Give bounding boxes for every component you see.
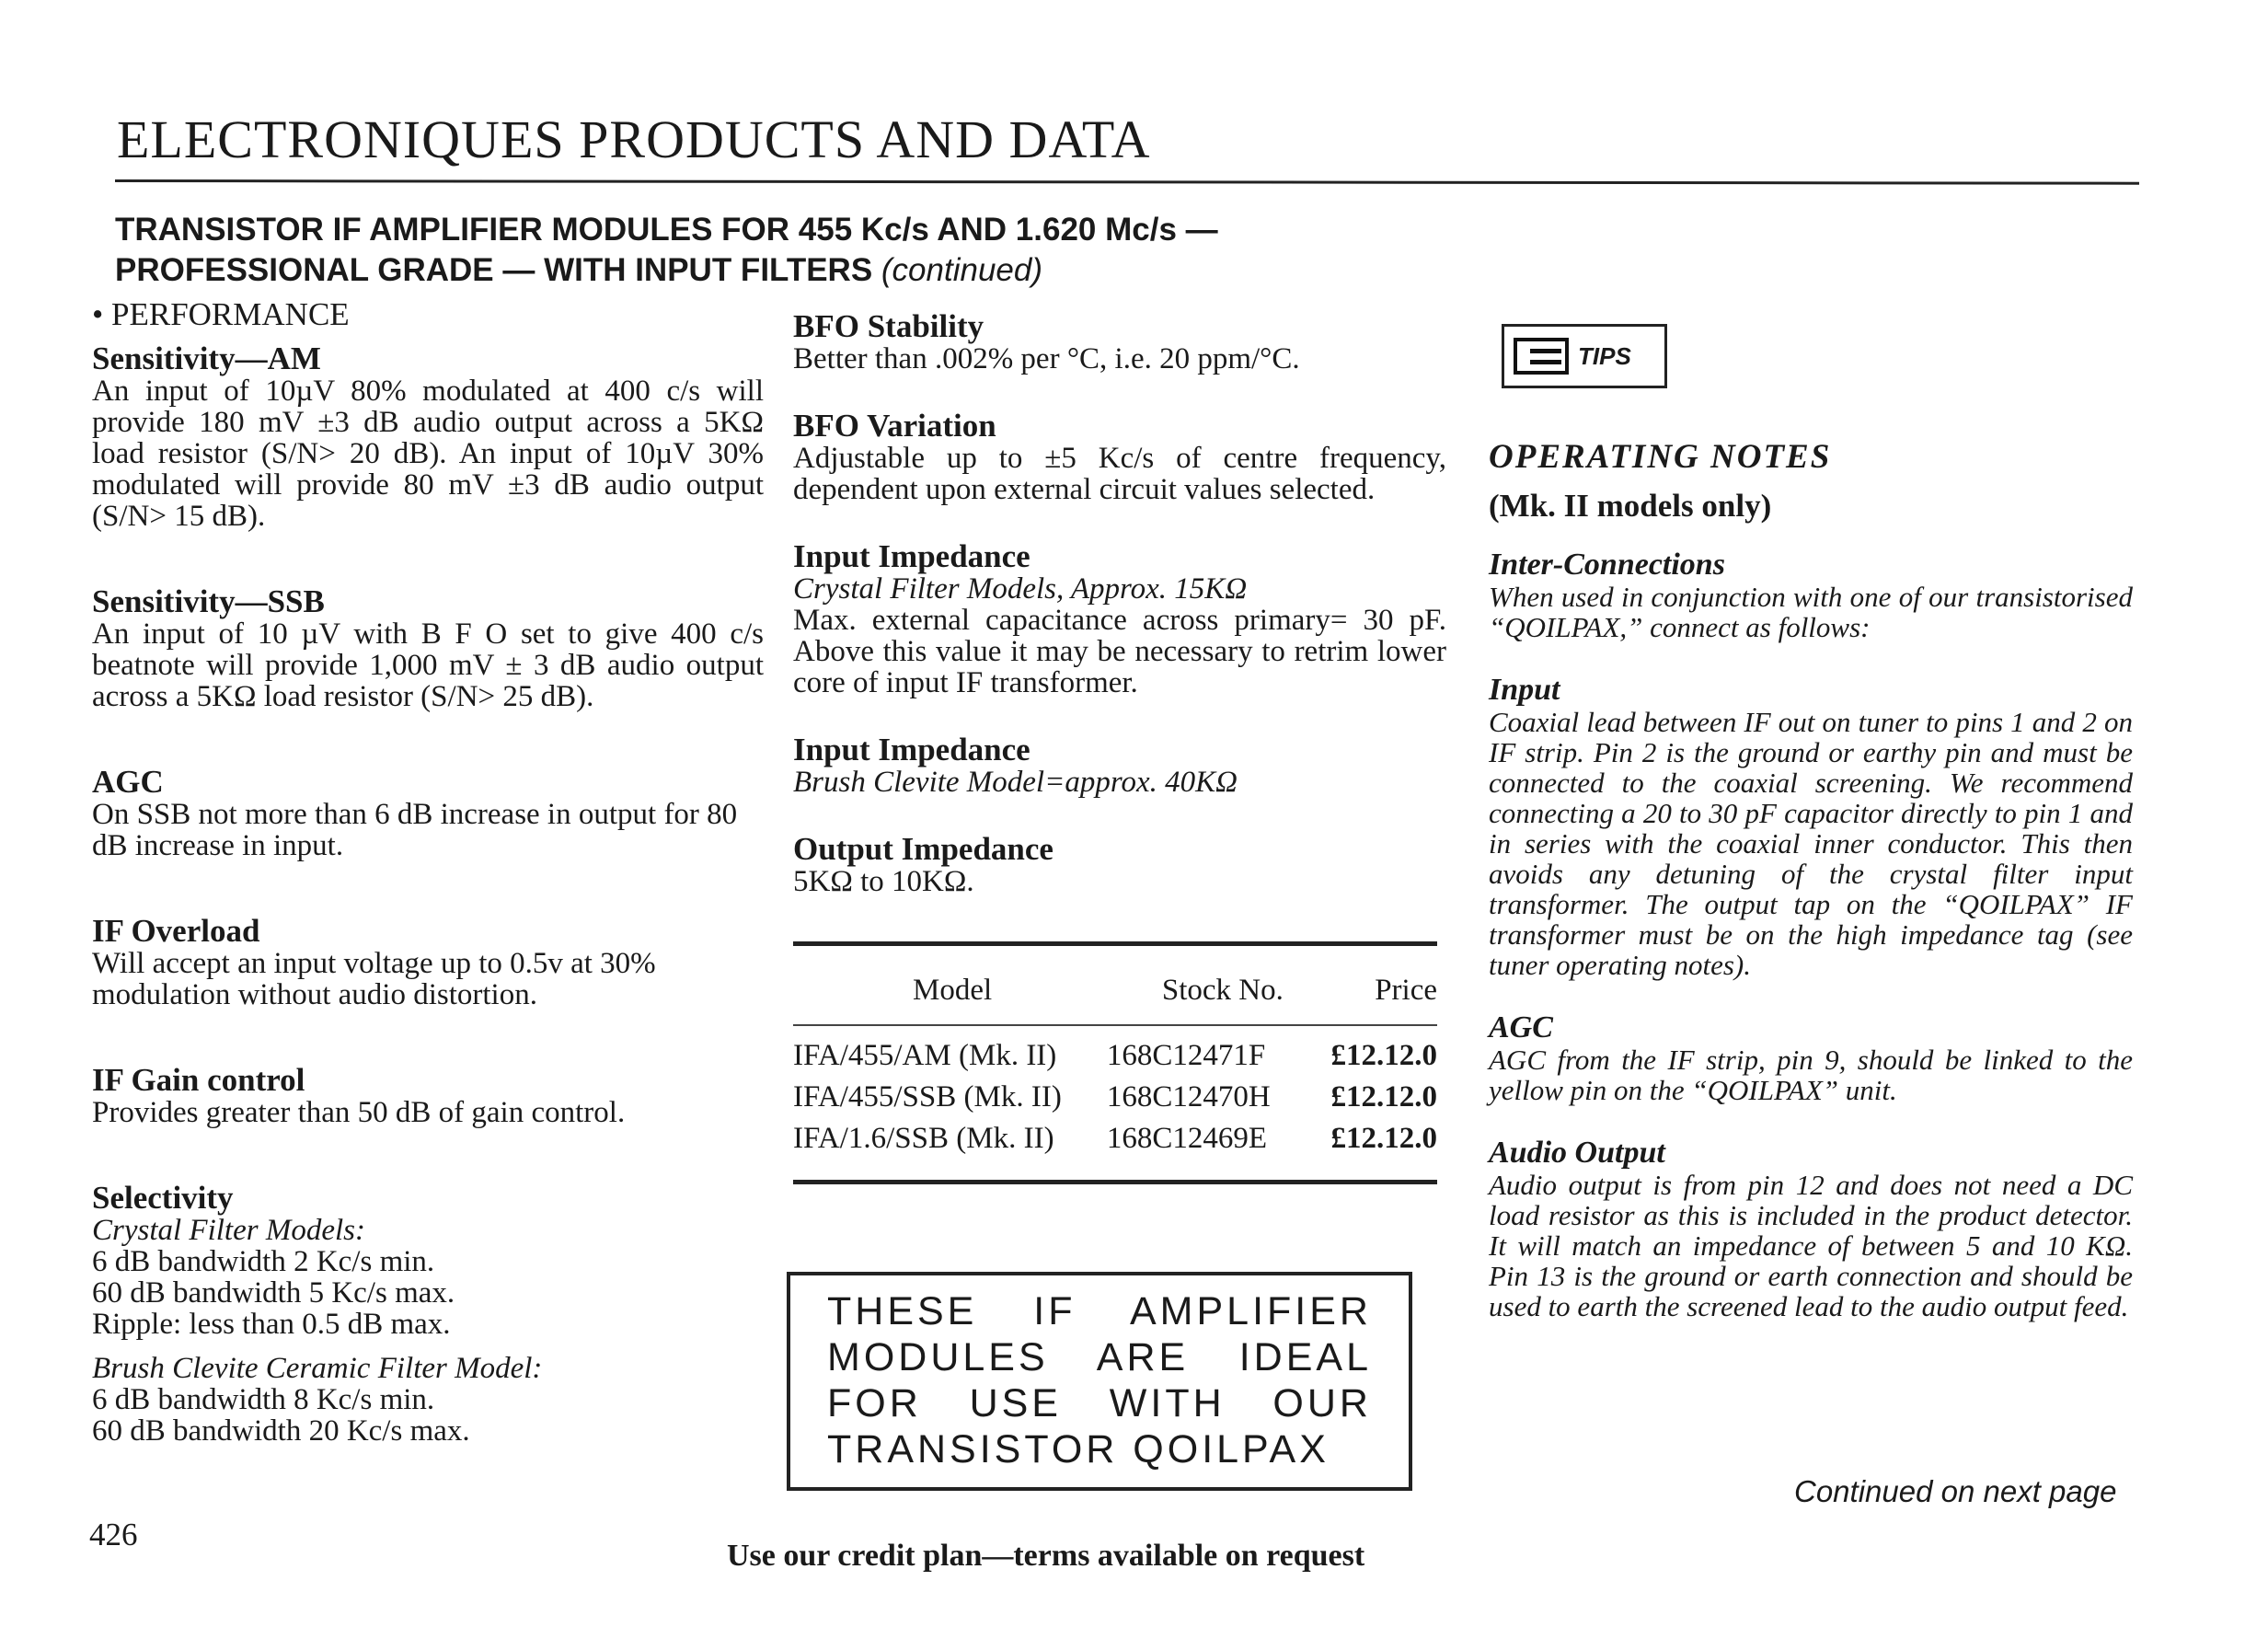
product-headline [115, 210, 1403, 291]
table-row [793, 1026, 1437, 1077]
if-overload-section [92, 915, 764, 1010]
if-overload-title: IF Overload [92, 913, 260, 949]
agc-section [92, 766, 764, 861]
credit-plan-footer: Use our credit plan—terms available on request [727, 1539, 1365, 1573]
crystal-filter-label: Crystal Filter Models: [92, 1214, 365, 1247]
headline-continued: (continued) [881, 252, 1043, 288]
sensitivity-ssb-title: Sensitivity—SSB [92, 583, 325, 619]
selectivity-section [92, 1182, 764, 1447]
audio-output-title: Audio Output [1489, 1136, 1665, 1170]
headline-line-1: TRANSISTOR IF AMPLIFIER MODULES FOR 455 Kc/s AND 1.620 Mc/s — [115, 212, 1218, 248]
inter-connections-section [1489, 548, 2133, 642]
inter-connections-title: Inter-Connections [1489, 548, 1725, 582]
output-impedance-section [793, 833, 1446, 897]
tips-mark-icon [1514, 338, 1569, 375]
crystal-line-1: 6 dB bandwidth 2 Kc/s min. [92, 1245, 435, 1278]
inter-connections-text: When used in conjunction with one of our transistorised “QOILPAX,” connect as follows: [1489, 581, 2133, 643]
table-top-rule [793, 941, 1437, 946]
performance-column [92, 296, 764, 1447]
header-price: Price [1375, 974, 1437, 1007]
title-rule [115, 179, 2139, 185]
input-section [1489, 674, 2133, 980]
row-price: £12.12.0 [1330, 1039, 1437, 1072]
input-impedance-brush-title: Input Impedance [793, 732, 1030, 767]
input-impedance-crystal-section [793, 540, 1446, 698]
input-text: Coaxial lead between IF out on tuner to pins 1 and 2 on IF strip. Pin 2 is the ground or earthy pin and must be connected to the coaxial screening. We recommend connecting a 20 to 30 pF capacitor directly to pin 1 and in series with the coaxial inner conductor. This then avoids any detuning of the crystal filter input transformer. The output tap on the “QOILPAX” IF transformer must be on the high impedance tag (see tuner operating notes). [1489, 706, 2133, 981]
if-gain-section [92, 1064, 764, 1128]
operating-notes-column [1489, 437, 2133, 1353]
crystal-line-3: Ripple: less than 0.5 dB max. [92, 1308, 451, 1341]
page-title: ELECTRONIQUES PRODUCTS AND DATA [117, 110, 1151, 169]
sensitivity-am-text: An input of 10µV 80% modulated at 400 c/s will provide 180 mV ±3 dB audio output across a 5KΩ load resistor (S/N> 20 dB). An input of 10µV 30% modulated will provide 80 mV ±3 dB audio output (S/N> 15 dB). [92, 375, 764, 533]
row-stock: 168C12469E [1106, 1122, 1268, 1155]
row-stock: 168C12471F [1106, 1039, 1266, 1072]
row-price: £12.12.0 [1330, 1080, 1437, 1113]
input-title: Input [1489, 673, 1560, 707]
if-gain-text: Provides greater than 50 dB of gain control. [92, 1096, 626, 1129]
table-header-row [793, 957, 1437, 1024]
audio-output-text: Audio output is from pin 12 and does not need a DC load resistor as this is included in the product detector. It will match an impedance of between 5 and 10 KΩ. Pin 13 is the ground or earth connection and should be used to earth the screened lead to the audio output feed. [1489, 1169, 2133, 1322]
specs-column [793, 310, 1446, 1184]
row-price: £12.12.0 [1330, 1122, 1437, 1155]
input-impedance-crystal-text: Max. external capacitance across primary= 30 pF. Above this value it may be necessary to retrim lower core of input IF transformer. [793, 604, 1446, 699]
sensitivity-ssb-section [92, 585, 764, 712]
table-row [793, 1118, 1437, 1160]
output-impedance-title: Output Impedance [793, 831, 1053, 867]
headline-line-2-text: PROFESSIONAL GRADE — WITH INPUT FILTERS [115, 252, 873, 288]
price-table [793, 957, 1437, 1160]
notes-agc-section [1489, 1011, 2133, 1105]
bfo-variation-text: Adjustable up to ±5 Kc/s of centre frequency, dependent upon external circuit values selected. [793, 442, 1446, 506]
row-model: IFA/455/AM (Mk. II) [793, 1039, 1057, 1072]
input-impedance-brush-model: Brush Clevite Model=approx. 40KΩ [793, 766, 1238, 799]
if-gain-title: IF Gain control [92, 1062, 305, 1098]
sensitivity-am-title: Sensitivity—AM [92, 340, 321, 376]
selectivity-title: Selectivity [92, 1180, 234, 1216]
notes-agc-text: AGC from the IF strip, pin 9, should be linked to the yellow pin on the “QOILPAX” unit. [1489, 1044, 2133, 1106]
row-model: IFA/455/SSB (Mk. II) [793, 1080, 1062, 1113]
headline-line-2 [115, 250, 1403, 291]
page-number: 426 [89, 1517, 138, 1552]
tips-logo [1502, 324, 1667, 388]
header-model: Model [913, 974, 993, 1007]
sensitivity-am-section [92, 342, 764, 532]
notes-agc-title: AGC [1489, 1010, 1553, 1044]
bfo-stability-section [793, 310, 1446, 375]
crystal-line-2: 60 dB bandwidth 5 Kc/s max. [92, 1276, 455, 1310]
promo-box: THESE IF AMPLIFIER MODULES ARE IDEAL FOR USE WITH OUR TRANSISTOR QOILPAX [787, 1272, 1412, 1491]
bfo-stability-text: Better than .002% per °C, i.e. 20 ppm/°C. [793, 342, 1300, 375]
audio-output-section [1489, 1137, 2133, 1321]
row-model: IFA/1.6/SSB (Mk. II) [793, 1122, 1054, 1155]
table-bottom-rule [793, 1180, 1437, 1184]
input-impedance-crystal-model: Crystal Filter Models, Approx. 15KΩ [793, 572, 1248, 606]
table-row [793, 1077, 1437, 1118]
header-stock: Stock No. [1161, 974, 1284, 1007]
row-stock: 168C12470H [1106, 1080, 1271, 1113]
input-impedance-crystal-title: Input Impedance [793, 538, 1030, 574]
if-overload-text: Will accept an input voltage up to 0.5v at 30% modulation without audio distortion. [92, 947, 656, 1011]
tips-logo-text: TIPS [1578, 341, 1631, 370]
operating-notes-subtitle: (Mk. II models only) [1489, 488, 1772, 524]
performance-heading: • PERFORMANCE [92, 296, 350, 332]
agc-title: AGC [92, 764, 164, 800]
ceramic-filter-label: Brush Clevite Ceramic Filter Model: [92, 1352, 543, 1385]
bfo-stability-title: BFO Stability [793, 308, 984, 344]
bfo-variation-section [793, 410, 1446, 505]
sensitivity-ssb-text: An input of 10 µV with B F O set to give 400 c/s beatnote will provide 1,000 mV ± 3 dB audio output across a 5KΩ load resistor (S/N> 25 dB). [92, 617, 764, 713]
operating-notes-title: OPERATING NOTES [1489, 438, 1832, 476]
continued-note: Continued on next page [1794, 1474, 2117, 1508]
bfo-variation-title: BFO Variation [793, 408, 996, 444]
ceramic-line-2: 60 dB bandwidth 20 Kc/s max. [92, 1414, 470, 1448]
output-impedance-text: 5KΩ to 10KΩ. [793, 865, 974, 898]
agc-text: On SSB not more than 6 dB increase in output for 80 dB increase in input. [92, 798, 738, 862]
ceramic-line-1: 6 dB bandwidth 8 Kc/s min. [92, 1383, 435, 1416]
input-impedance-brush-section [793, 733, 1446, 798]
